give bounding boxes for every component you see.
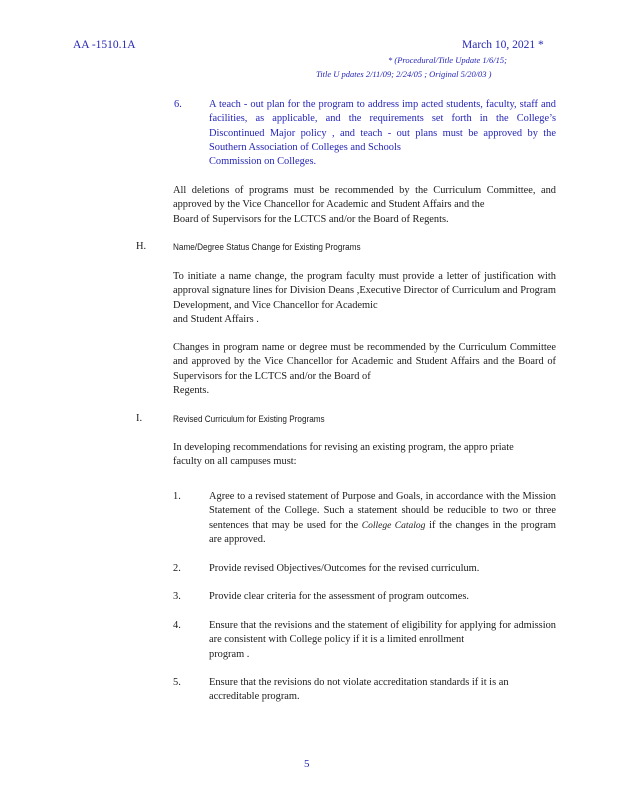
section-i-intro-body: In developing recommendations for revising an existing program, the appro priate	[173, 442, 514, 453]
section-h-paragraph-2	[173, 341, 556, 398]
section-h-letter: H.	[136, 241, 147, 252]
section-h-paragraph-1	[173, 270, 556, 327]
list-item-1-number: 1.	[173, 491, 181, 502]
list-item-4-body: Ensure that the revisions and the statement of eligibility for applying for admission are consistent with College policy if it is a limited enrollment	[209, 620, 556, 646]
list-item-4-number: 4.	[173, 620, 181, 631]
section-i-heading: Revised Curriculum for Existing Programs	[173, 414, 325, 425]
list-item-5-number: 5.	[173, 677, 181, 688]
list-item-4-last-line: program .	[209, 648, 250, 660]
list-item-2-text: Provide revised Objectives/Outcomes for the revised curriculum.	[209, 563, 480, 574]
title-update-note: Title U pdates 2/11/09; 2/24/05 ; Original 5/20/03 )	[316, 69, 492, 79]
college-catalog-title: College Catalog	[361, 520, 426, 531]
section-h-paragraph-2-body: Changes in program name or degree must be recommended by the Curriculum Committee and approved by the Vice Chancellor for Academic and Student Affairs and the Board of Supervisors for the LCTCS and/or the Board of	[173, 342, 556, 382]
list-item-5-text	[209, 676, 556, 705]
item-6-text	[209, 98, 556, 169]
list-item-1-tail: if the changes in the program are approved.	[209, 519, 556, 545]
procedural-update-note: * (Procedural/Title Update 1/6/15;	[388, 55, 507, 65]
list-item-3-text: Provide clear criteria for the assessment of program outcomes.	[209, 591, 469, 602]
list-item-1-body: Agree to a revised statement of Purpose and Goals, in accordance with the Mission Statement of the College. Such a statement should be reducible to two or three sentences that may be used for the	[209, 491, 556, 531]
item-6-last-line: Commission on Colleges.	[209, 156, 317, 168]
section-i-intro-last-line: faculty on all campuses must:	[173, 456, 297, 468]
revision-date: March 10, 2021 *	[462, 39, 544, 51]
section-h-paragraph-1-body: To initiate a name change, the program faculty must provide a letter of justification with approval signature lines for Division Deans ,Executive Director of Curriculum and Program Development, and Vice Chancellor for Academic	[173, 271, 556, 311]
section-i-letter: I.	[136, 413, 143, 424]
list-item-1-text	[209, 490, 556, 547]
list-item-3-number: 3.	[173, 591, 181, 602]
section-h-heading: Name/Degree Status Change for Existing Programs	[173, 242, 361, 253]
deletions-paragraph	[173, 184, 556, 227]
list-item-5-body: Ensure that the revisions do not violate accreditation standards if it is an	[209, 677, 509, 688]
page-number: 5	[304, 758, 310, 770]
section-i-intro	[173, 441, 556, 470]
deletions-body: All deletions of programs must be recommended by the Curriculum Committee, and approved by the Vice Chancellor for Academic and Student Affairs and the	[173, 185, 556, 211]
item-6-body: A teach - out plan for the program to address imp acted students, faculty, staff and facilities, as applicable, and the requirements set forth in the College’s Discontinued Major policy , and teach - out plans must be approved by the Southern Association of Colleges and Schools	[209, 99, 556, 153]
list-item-2-number: 2.	[173, 563, 181, 574]
list-item-5-last-line: accreditable program.	[209, 691, 300, 703]
document-id: AA -1510.1A	[73, 39, 136, 51]
item-6-number: 6.	[174, 99, 182, 110]
section-h-paragraph-1-last-line: and Student Affairs .	[173, 313, 259, 325]
list-item-4-text	[209, 619, 556, 662]
deletions-last-line: Board of Supervisors for the LCTCS and/or the Board of Regents.	[173, 213, 449, 225]
section-h-paragraph-2-last-line: Regents.	[173, 384, 210, 396]
